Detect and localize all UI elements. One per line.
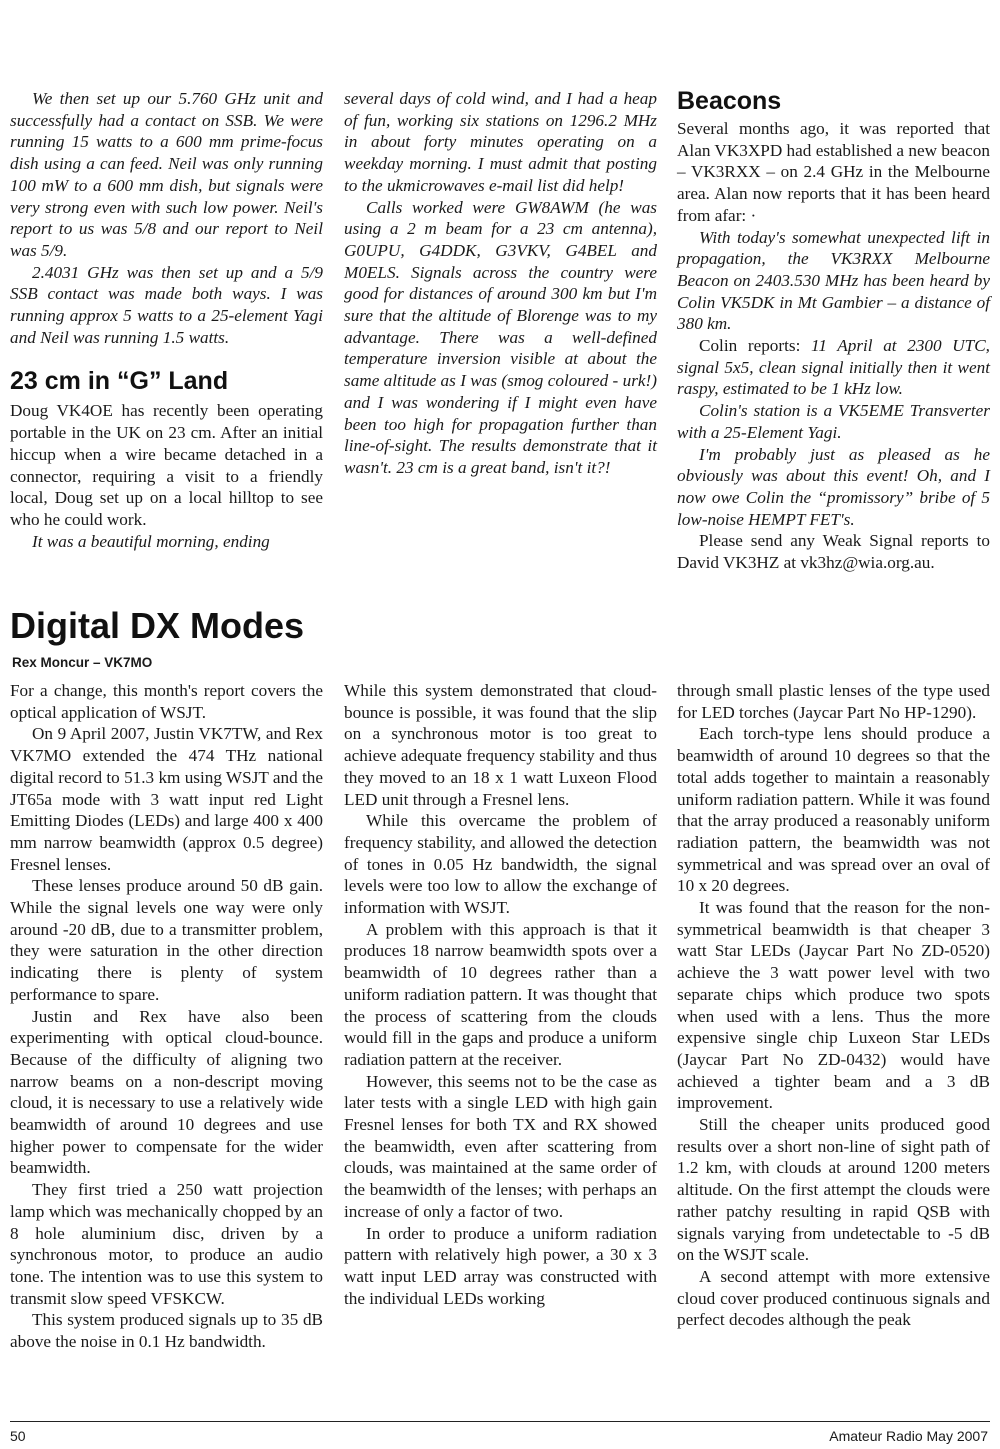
article-byline: Rex Moncur – VK7MO (12, 655, 153, 670)
paragraph: We then set up our 5.760 GHz unit and successfully had a contact on SSB. We were running 15 watts to a 600 mm prime-focus dish using a can feed. Neil was only running 100 mW to a 600 mm dish, but signals were very strong even with such low power. Neil's report to us was 5/8 and our report to Neil was 5/9. (10, 89, 323, 260)
top-column-3 (677, 86, 990, 574)
paragraph: On 9 April 2007, Justin VK7TW, and Rex VK7MO extended the 474 THz national digital record to 51.3 km using WSJT and the JT65a mode with 3 watt input red Light Emitting Diodes (LEDs) and large 400 x 400 mm narrow beamwidth (approx 0.5 degree) Fresnel lenses. (10, 724, 324, 874)
section-heading-beacons: Beacons (677, 87, 782, 115)
paragraph: It was found that the reason for the non-symmetrical beamwidth is that cheaper 3 watt Star LEDs (Jaycar Part No ZD-0520) achieve the 3 watt power level with two separate chips which produce two spots when used with a lens. Thus the more expensive single chip Luxeon Star LEDs (Jaycar Part No ZD-0432) would have achieved a tighter beam and a 3 dB improvement. (677, 898, 990, 1113)
paragraph: They first tried a 250 watt projection lamp which was mechanically chopped by an 8 hole aluminium disc, driven by a synchronous motor, to produce an audio tone. The intention was to use this system to transmit slow speed VFSKCW. (10, 1180, 323, 1308)
paragraph: These lenses produce around 50 dB gain. While the signal levels one way were only around -20 dB, due to a transmitter problem, they were saturation in the other direction indicating there is plenty of system performance to spare. (10, 876, 323, 1004)
page-number: 50 (10, 1428, 26, 1444)
publication-footer: Amateur Radio May 2007 (829, 1428, 988, 1444)
article-column-2 (344, 680, 657, 1309)
paragraph: 2.4031 GHz was then set up and a 5/9 SSB contact was made both ways. I was running approx 5 watts to a 25-element Yagi and Neil was running 1.5 watts. (10, 262, 323, 347)
paragraph: I'm probably just as pleased as he obviously was about this event! Oh, and I now owe Colin the “promissory” bribe of 5 low-noise HEMPT FET's. (677, 444, 990, 529)
article-title: Digital DX Modes (10, 605, 305, 646)
paragraph: several days of cold wind, and I had a heap of fun, working six stations on 1296.2 MHz in about forty minutes operating on a weekday morning. I must admit that posting to the ukmicrowaves e-mail list did help! (344, 89, 657, 195)
paragraph: For a change, this month's report covers the optical application of WSJT. (10, 681, 323, 722)
article-column-1 (10, 680, 323, 1353)
text-span: 11 April at 2300 UTC, signal 5x5, clean signal initially then it went raspy, estimated to be 1 kHz low. (677, 336, 990, 399)
paragraph: Doug VK4OE has recently been operating portable in the UK on 23 cm. After an initial hiccup when a wire became detached in a connector, requiring a visit to a friendly local, Doug set up on a local hilltop to see who he could work. (10, 401, 323, 529)
paragraph: A problem with this approach is that it produces 18 narrow beamwidth spots over a beamwidth of 10 degrees rather than a uniform radiation pattern. It was thought that the process of scattering from the clouds would fill in the gaps and produce a uniform radiation pattern at the receiver. (344, 919, 657, 1069)
paragraph: A second attempt with more extensive cloud cover produced continuous signals and perfect decodes although the peak (677, 1266, 990, 1330)
paragraph: This system produced signals up to 35 dB above the noise in 0.1 Hz bandwidth. (10, 1310, 323, 1352)
paragraph: Still the cheaper units produced good results over a short non-line of sight path of 1.2 km, with clouds at around 1200 meters altitude. On the first attempt the clouds were rather patchy resulting in rapid QSB with signals varying from undetectable to -5 dB on the WSJT scale. (677, 1115, 990, 1265)
paragraph: through small plastic lenses of the type used for LED torches (Jaycar Part No HP-1290). (677, 681, 990, 722)
footer-divider (10, 1421, 990, 1422)
paragraph: While this system demonstrated that cloud-bounce is possible, it was found that the slip on a synchronous motor is too great to achieve adequate frequency stability and thus they moved to an 18 x 1 watt Luxeon Flood LED unit through a Fresnel lens. (344, 681, 657, 809)
section-heading-23cm: 23 cm in “G” Land (10, 367, 229, 396)
paragraph: Justin and Rex have also been experimenting with optical cloud-bounce. Because of the difficulty of aligning two narrow beams on a non-descript moving cloud, it is necessary to use a relatively wide beamwidth of around 10 degrees and use higher power to compensate for the wider beamwidth. (10, 1006, 323, 1178)
text-span: Colin reports: (699, 336, 811, 356)
paragraph: Please send any Weak Signal reports to David VK3HZ at vk3hz@wia.org.au. (677, 531, 990, 573)
paragraph: Each torch-type lens should produce a beamwidth of around 10 degrees so that the total adds together to maintain a reasonably uniform radiation pattern. While it was found that the array produced a reasonably uniform radiation pattern, the beamwidth was not symmetrical and was spread over an oval of 10 x 20 degrees. (677, 724, 990, 896)
top-column-2 (344, 88, 657, 479)
paragraph (677, 335, 990, 400)
paragraph: With today's somewhat unexpected lift in propagation, the VK3RXX Melbourne Beacon on 2403.530 MHz has been heard by Colin VK5DK in Mt Gambier – a distance of 380 km. (677, 227, 990, 334)
paragraph: While this overcame the problem of frequency stability, and allowed the detection of tones in 0.05 Hz bandwidth, the signal levels were too low to allow the exchange of information with WSJT. (344, 811, 657, 918)
article-column-3 (677, 680, 990, 1331)
paragraph: Colin's station is a VK5EME Transverter with a 25-Element Yagi. (677, 401, 990, 442)
paragraph: In order to produce a uniform radiation pattern with relatively high power, a 30 x 3 watt input LED array was constructed with the individual LEDs working (344, 1223, 657, 1308)
paragraph: It was a beautiful morning, ending (32, 531, 270, 551)
paragraph: Several months ago, it was reported that Alan VK3XPD had established a new beacon – VK3RXX – on 2.4 GHz in the Melbourne area. Alan now reports that it has been heard from afar: · (677, 119, 990, 225)
paragraph: Calls worked were GW8AWM (he was using a 2 m beam for a 23 cm antenna), G0UPU, G4DDK, G3VKV, G4BEL and M0ELS. Signals across the country were good for distances of around 300 km but I'm sure that the altitude of Blorenge was to my advantage. There was a well-defined temperature inversion visible at about the same altitude as I was (smog coloured - urk!) and I was wondering if I might even have been too high for propagation further than line-of-sight. The results demonstrate that it wasn't. 23 cm is a great band, isn't it?! (344, 197, 657, 477)
paragraph: However, this seems not to be the case as later tests with a single LED with high gain Fresnel lenses for both TX and RX showed the beamwidth, even after scattering from clouds, was maintained at the same order of the beamwidth of the lenses; with perhaps an increase of only a factor of two. (344, 1071, 657, 1221)
top-column-1 (10, 88, 323, 552)
